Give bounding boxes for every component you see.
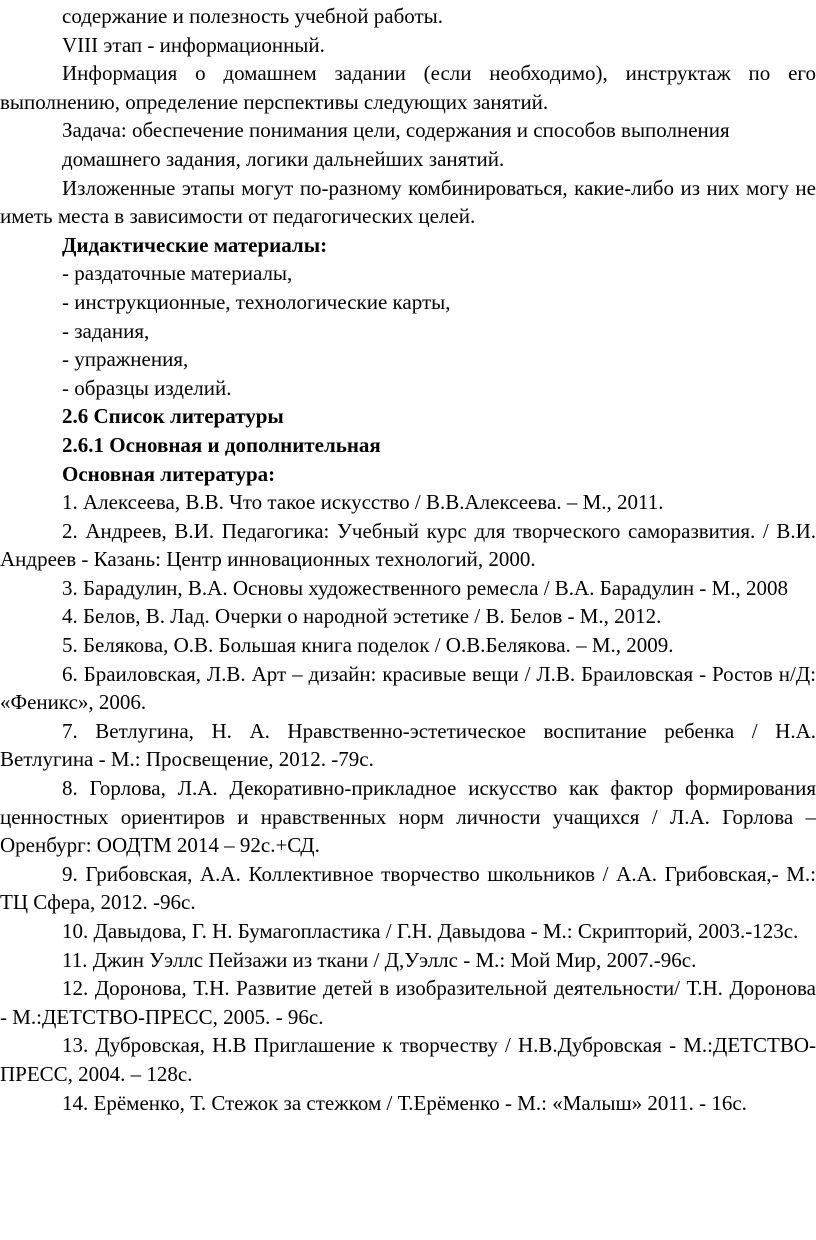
didactic-item: - упражнения, — [62, 347, 189, 372]
reference-item: 13. Дубровская, Н.В Приглашение к творчеству / Н.В.Дубровская - М.:ДЕТСТВО-ПРЕСС, 2004. – 128с. — [0, 1033, 816, 1086]
intro-paragraph-5: домашнего задания, логики дальнейших занятий. — [62, 146, 505, 171]
intro-paragraph-1: содержание и полезность учебной работы. — [62, 4, 444, 28]
didactic-item: - задания, — [62, 318, 150, 343]
intro-paragraph-3: Информация о домашнем задании (если необходимо), инструктаж по его выполнению, определение перспективы следующих занятий. — [0, 61, 816, 114]
didactic-heading: Дидактические материалы: — [62, 232, 328, 257]
reference-item: 5. Белякова, О.В. Большая книга поделок / О.В.Белякова. – М., 2009. — [62, 633, 674, 658]
main-literature-heading: Основная литература: — [62, 461, 276, 486]
reference-item: 11. Джин Уэллс Пейзажи из ткани / Д,Уэллс - М.: Мой Мир, 2007.-96с. — [62, 947, 697, 972]
reference-item: 3. Барадулин, В.А. Основы художественного ремесла / В.А. Барадулин - М., 2008 — [62, 575, 789, 600]
didactic-item: - инструкционные, технологические карты, — [62, 289, 451, 314]
subsection-heading: 2.6.1 Основная и дополнительная — [62, 432, 381, 457]
section-heading: 2.6 Список литературы — [62, 404, 284, 429]
reference-item: 6. Браиловская, Л.В. Арт – дизайн: красивые вещи / Л.В. Браиловская - Ростов н/Д: «Феникс», 2006. — [0, 661, 816, 715]
reference-item: 10. Давыдова, Г. Н. Бумагопластика / Г.Н. Давыдова - М.: Скрипторий, 2003.-123с. — [62, 919, 799, 943]
intro-paragraph-2: VIII этап - информационный. — [62, 32, 325, 57]
reference-item: 4. Белов, В. Лад. Очерки о народной эстетике / В. Белов - М., 2012. — [62, 604, 662, 629]
reference-item: 8. Горлова, Л.А. Декоративно-прикладное искусство как фактор формирования ценностных ориентиров и нравственных норм личности учащихся / Л.А. Горлова – Оренбург: ООДТМ 2014 – 92с.+СД. — [0, 776, 816, 858]
reference-item: 2. Андреев, В.И. Педагогика: Учебный курс для творческого саморазвития. / В.И. Андреев - Казань: Центр инновационных технологий, 2000. — [0, 518, 816, 572]
intro-paragraph-6: Изложенные этапы могут по-разному комбинироваться, какие-либо из них могу не иметь места в зависимости от педагогических целей. — [0, 175, 816, 229]
intro-paragraph-4: Задача: обеспечение понимания цели, содержания и способов выполнения — [62, 118, 730, 143]
reference-item: 12. Доронова, Т.Н. Развитие детей в изобразительной деятельности/ Т.Н. Доронова - М.:ДЕТСТВО-ПРЕСС, 2005. - 96с. — [0, 976, 816, 1029]
didactic-item: - раздаточные материалы, — [62, 261, 293, 286]
reference-item: 1. Алексеева, В.В. Что такое искусство / В.В.Алексеева. – М., 2011. — [62, 490, 664, 515]
didactic-item: - образцы изделий. — [62, 375, 232, 400]
reference-item: 14. Ерёменко, Т. Стежок за стежком / Т.Ерёменко - М.: «Малыш» 2011. - 16с. — [62, 1090, 747, 1115]
reference-item: 9. Грибовская, А.А. Коллективное творчество школьников / А.А. Грибовская,- М.: ТЦ Сфера, 2012. -96с. — [0, 861, 816, 915]
reference-item: 7. Ветлугина, Н. А. Нравственно-эстетическое воспитание ребенка / Н.А. Ветлугина - М.: Просвещение, 2012. -79с. — [0, 718, 816, 772]
